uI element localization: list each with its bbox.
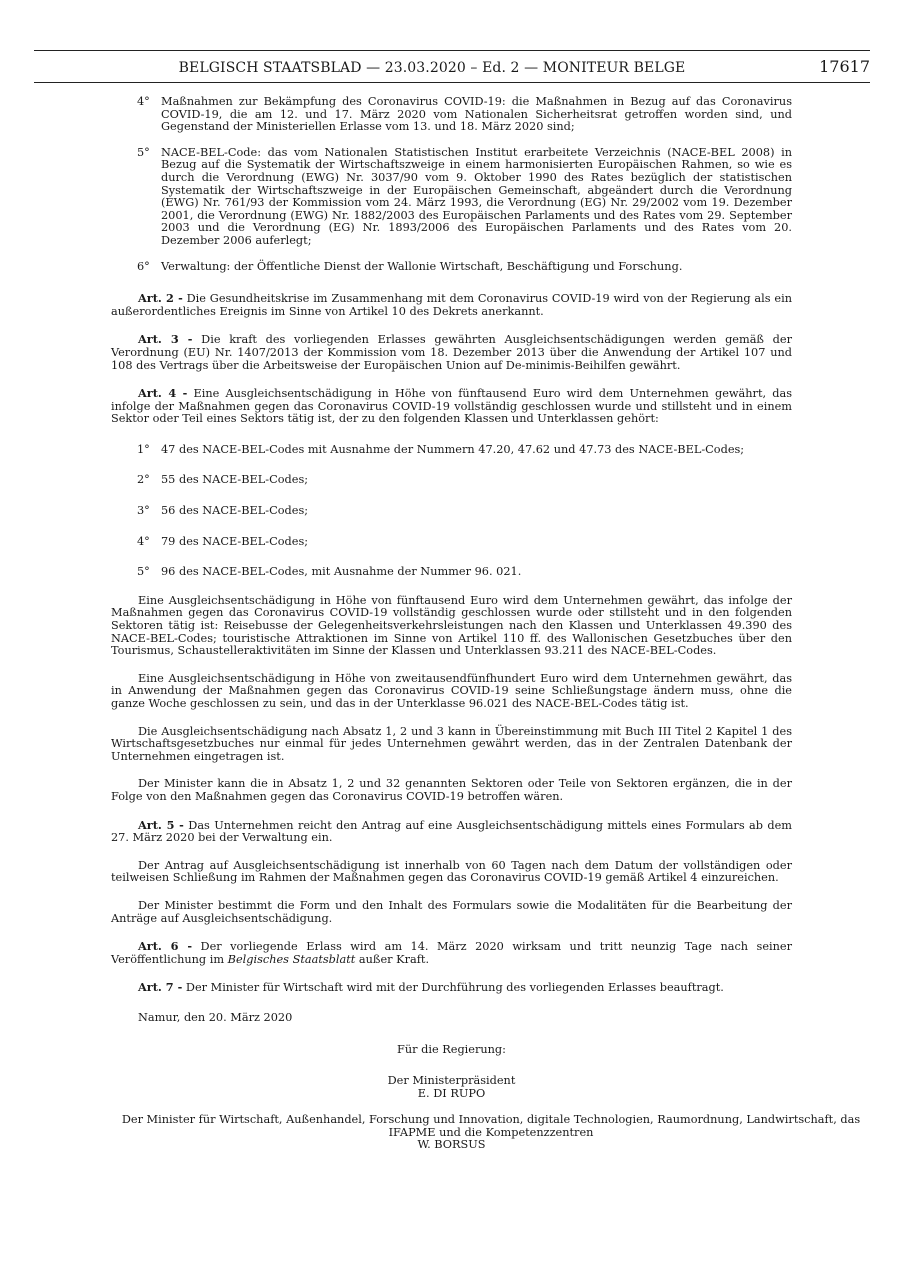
- article-label: Art. 6 -: [138, 939, 193, 954]
- item-text: Maßnahmen zur Bekämpfung des Coronavirus COVID-19: die Maßnahmen in Bezug auf das Coronavirus COVID-19, die am 12. und 17. März 2020 vom Nationalen Sicherheitsrat getroffen worden sind, und Gegenstand der Ministeriellen Erlasse vom 13. und 18. März 2020 sind;: [161, 95, 792, 134]
- article-label: Art. 7 -: [138, 980, 183, 995]
- article-label: Art. 2 -: [138, 291, 183, 306]
- document-body: [111, 95, 861, 1152]
- item-text: 55 des NACE-BEL-Codes;: [161, 473, 309, 487]
- signatory-name: E. DI RUPO: [417, 1086, 486, 1100]
- item-number: 1°: [137, 442, 150, 456]
- paragraph: Eine Ausgleichsentschädigung in Höhe von zweitausendfünfhundert Euro wird dem Unternehmen gewährt, das in Anwendung der Maßnahmen gegen das Coronavirus COVID-19 seine Schließungstage ändern muss, ohne die ganze Woche geschlossen zu sein, und das in der Unterklasse 96.021 des NACE-BEL-Codes tätig ist.: [111, 671, 792, 710]
- item-number: 6°: [137, 259, 150, 273]
- place-date: Namur, den 20. März 2020: [138, 1010, 293, 1024]
- article-label: Art. 3 -: [138, 332, 193, 347]
- paragraph: Eine Ausgleichsentschädigung in Höhe von fünftausend Euro wird dem Unternehmen gewährt, das infolge der Maßnahmen gegen das Coronavirus COVID-19 vollständig geschlossen wurde oder stillsteht und in den folgenden Sektoren tätig ist: Reisebusse der Gelegenheitsverkehrsleistungen nach den Klassen und Unterklassen 49.390 des NACE-BEL-Codes; touristische Attraktionen im Sinne von Artikel 110 ff. des Wallonischen Gesetzbuches über den Tourismus, Schaustelleraktivitäten im Sinne der Klassen und Unterklassen 93.211 des NACE-BEL-Codes.: [111, 593, 792, 658]
- item-text: 79 des NACE-BEL-Codes;: [161, 534, 309, 548]
- item-number: 4°: [137, 534, 150, 548]
- for-government: Für die Regierung:: [397, 1042, 506, 1056]
- article-6: [111, 940, 792, 966]
- article-text: Die Gesundheitskrise im Zusammenhang mit dem Coronavirus COVID-19 wird von der Regierung als ein außerordentliches Ereignis im Sinne von Artikel 10 des Dekrets anerkannt.: [111, 292, 792, 318]
- article-4: [111, 387, 792, 426]
- article-text: Das Unternehmen reicht den Antrag auf eine Ausgleichsentschädigung mittels eines Formulars ab dem 27. März 2020 bei der Verwaltung ein.: [111, 818, 792, 845]
- article-text: Eine Ausgleichsentschädigung in Höhe von fünftausend Euro wird dem Unternehmen gewährt, das infolge der Maßnahmen gegen das Coronavirus COVID-19 vollständig geschlossen wurde und stillsteht und in einem Sektor oder Teil eines Sektors tätig ist, der zu den folgenden Klassen und Unterklassen gehört:: [111, 387, 792, 426]
- article-text: Die kraft des vorliegenden Erlasses gewährten Ausgleichsentschädigungen werden gemäß der Verordnung (EU) Nr. 1407/2013 der Kommission vom 18. Dezember 2013 über die Anwendung der Artikel 107 und 108 des Vertrags über die Arbeitsweise der Europäischen Union auf De-minimis-Beihilfen gewährt.: [111, 333, 792, 372]
- item-number: 4°: [137, 95, 150, 108]
- definition-item: [111, 147, 792, 248]
- article-label: Art. 5 -: [138, 817, 184, 832]
- gazette-name: Belgisches Staatsblatt: [227, 952, 356, 966]
- list-item: [111, 536, 792, 549]
- signatory-title: Der Minister für Wirtschaft, Außenhandel, Forschung und Innovation, digitale Technologien, Raumordnung, Landwirtschaft, das IFAPME und die Kompetenzzentren: [121, 1113, 861, 1139]
- article-2: [111, 292, 792, 318]
- header-bottom-rule: [34, 82, 870, 83]
- paragraph: Der Minister bestimmt die Form und den Inhalt des Formulars sowie die Modalitäten für die Bearbeitung der Anträge auf Ausgleichsentschädigung.: [111, 898, 792, 925]
- page-number: 17617: [819, 57, 870, 76]
- list-item: [111, 505, 792, 518]
- item-text: Verwaltung: der Öffentliche Dienst der Wallonie Wirtschaft, Beschäftigung und Forschung.: [161, 259, 683, 273]
- article-text: Der Minister für Wirtschaft wird mit der Durchführung des vorliegenden Erlasses beauftragt.: [182, 981, 724, 995]
- article-3: [111, 333, 792, 372]
- list-item: [111, 566, 792, 579]
- item-text: 47 des NACE-BEL-Codes mit Ausnahme der Nummern 47.20, 47.62 und 47.73 des NACE-BEL-Codes;: [161, 442, 745, 456]
- signatory-name: W. BORSUS: [417, 1138, 486, 1152]
- item-number: 2°: [137, 473, 150, 487]
- item-text: 96 des NACE-BEL-Codes, mit Ausnahme der Nummer 96. 021.: [161, 565, 522, 579]
- item-text: 56 des NACE-BEL-Codes;: [161, 504, 309, 518]
- item-number: 3°: [137, 504, 150, 518]
- header-top-rule: [34, 50, 870, 51]
- header-title: BELGISCH STAATSBLAD — 23.03.2020 – Ed. 2 — MONITEUR BELGE: [178, 60, 686, 76]
- article-7: [111, 981, 792, 995]
- paragraph: Die Ausgleichsentschädigung nach Absatz 1, 2 und 3 kann in Übereinstimmung mit Buch III Titel 2 Kapitel 1 des Wirtschaftsgesetzbuches nur einmal für jedes Unternehmen gewährt werden, das in der Zentralen Datenbank der Unternehmen eingetragen ist.: [111, 724, 792, 763]
- definition-item: [111, 261, 792, 274]
- article-label: Art. 4 -: [138, 386, 188, 401]
- article-text: Der vorliegende Erlass wird am 14. März 2020 wirksam und tritt neunzig Tage nach seiner Veröffentlichung im: [111, 940, 792, 966]
- item-text: NACE-BEL-Code: das vom Nationalen Statistischen Institut erarbeitete Verzeichnis (NACE-BEL 2008) in Bezug auf die Systematik der Wirtschaftszweige in einem harmonisierten Europäischen Rahmen, so wie es durch die Verordnung (EWG) Nr. 3037/90 vom 9. Oktober 1990 des Rates bezüglich der statistischen Systematik der Wirtschaftszweige in der Europäischen Gemeinschaft, abgeändert durch die Verordnung (EWG) Nr. 761/93 der Kommission vom 24. März 1993, die Verordnung (EG) Nr. 29/2002 vom 19. Dezember 2001, die Verordnung (EWG) Nr. 1882/2003 des Europäischen Parlaments und des Rates vom 29. September 2003 und die Verordnung (EG) Nr. 1893/2006 des Europäischen Parlaments und des Rates vom 20. Dezember 2006 auferlegt;: [161, 145, 792, 247]
- signatory-title: Der Ministerpräsident: [387, 1074, 516, 1088]
- definition-item: [111, 96, 792, 134]
- article-5: [111, 819, 792, 845]
- list-item: [111, 474, 792, 487]
- item-number: 5°: [137, 565, 150, 579]
- paragraph: Der Antrag auf Ausgleichsentschädigung ist innerhalb von 60 Tagen nach dem Datum der vollständigen oder teilweisen Schließung im Rahmen der Maßnahmen gegen das Coronavirus COVID-19 gemäß Artikel 4 einzureichen.: [111, 858, 792, 885]
- list-item: [111, 444, 792, 457]
- article-text: außer Kraft.: [355, 952, 430, 966]
- item-number: 5°: [137, 145, 150, 159]
- paragraph: Der Minister kann die in Absatz 1, 2 und 32 genannten Sektoren oder Teile von Sektoren ergänzen, die in der Folge von den Maßnahmen gegen das Coronavirus COVID-19 betroffen wären.: [111, 777, 792, 803]
